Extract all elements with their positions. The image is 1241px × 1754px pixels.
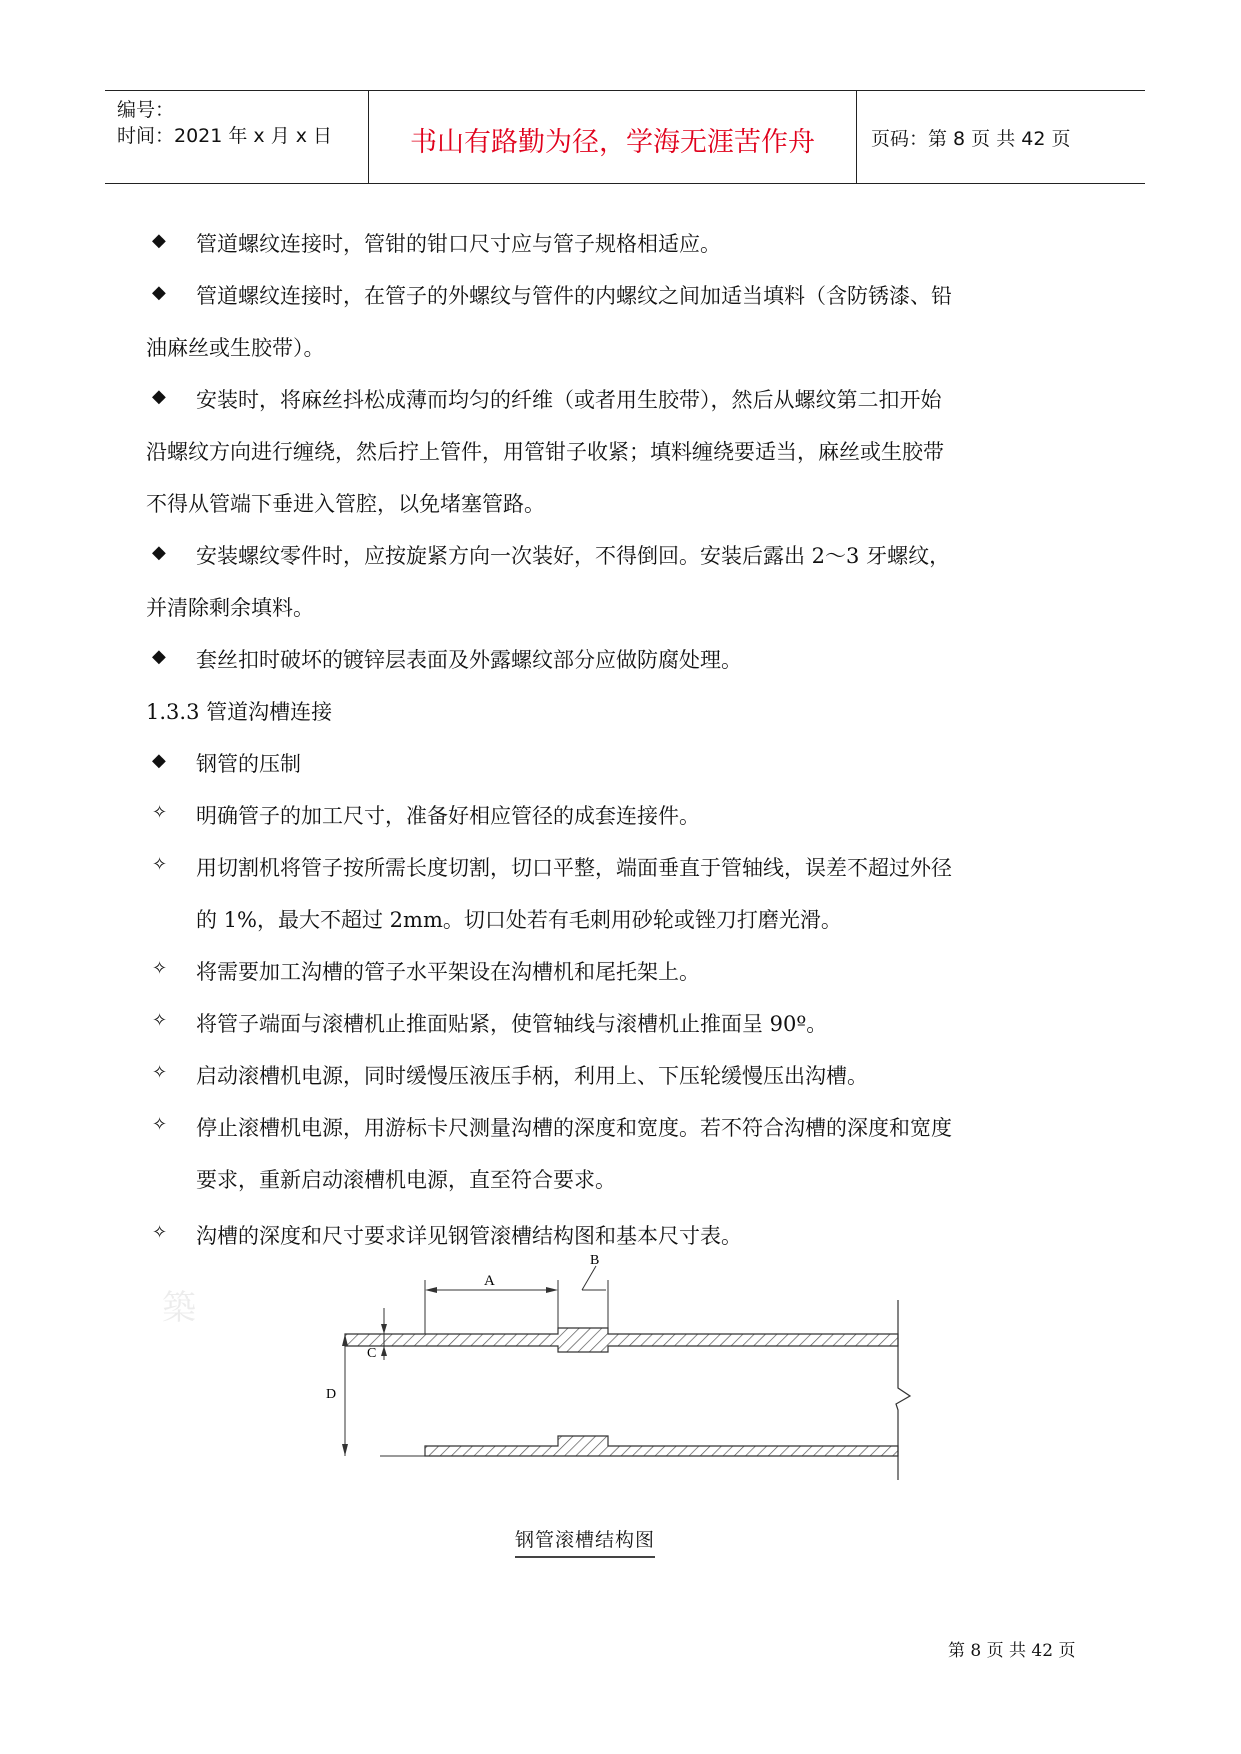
- paragraph-line: 油麻丝或生胶带）。: [146, 336, 325, 360]
- step-line: 将管子端面与滚槽机止推面贴紧，使管轴线与滚槽机止推面呈 90º。: [196, 1012, 828, 1036]
- step-line: 启动滚槽机电源，同时缓慢压液压手柄，利用上、下压轮缓慢压出沟槽。: [196, 1064, 868, 1088]
- star-bullet-icon: ✧: [152, 1114, 168, 1135]
- dim-b-label: B: [590, 1253, 600, 1268]
- step-line: 将需要加工沟槽的管子水平架设在沟槽机和尾托架上。: [196, 960, 700, 984]
- step-line: 明确管子的加工尺寸，准备好相应管径的成套连接件。: [196, 804, 700, 828]
- step-item: [146, 1050, 1106, 1102]
- pipe-break-line: [896, 1300, 910, 1480]
- header-page-label: 页码：第 8 页 共 42 页: [871, 128, 1071, 150]
- step-item: [146, 1102, 1106, 1206]
- step-item: [146, 946, 1106, 998]
- step-line: 停止滚槽机电源，用游标卡尺测量沟槽的深度和宽度。若不符合沟槽的深度和宽度: [196, 1116, 952, 1140]
- paragraph-line: 管道螺纹连接时，管钳的钳口尺寸应与管子规格相适应。: [196, 232, 721, 256]
- document-body: [146, 218, 1106, 1262]
- document-header: [105, 90, 1145, 184]
- dim-a-arrow-right: [546, 1287, 558, 1293]
- motto: 书山有路勤为径，学海无涯苦作舟: [410, 127, 815, 158]
- dim-c-label: C: [367, 1346, 377, 1361]
- page-footer: 第 8 页 共 42 页: [948, 1641, 1076, 1661]
- paragraph-line: 并清除剩余填料。: [146, 596, 314, 620]
- dim-d-arrow-bottom: [342, 1444, 348, 1456]
- paragraph: [146, 218, 1106, 270]
- paragraph-line: 管道螺纹连接时，在管子的外螺纹与管件的内螺纹之间加适当填料（含防锈漆、铅: [196, 284, 952, 308]
- dim-b-pointer: [582, 1266, 596, 1290]
- diamond-bullet-icon: ◆: [152, 386, 166, 407]
- dim-c-arrow-top: [381, 1324, 387, 1334]
- paragraph-line: 沿螺纹方向进行缠绕，然后拧上管件，用管钳子收紧；填料缠绕要适当，麻丝或生胶带: [146, 440, 944, 464]
- paragraph-line: 不得从管端下垂进入管腔，以免堵塞管路。: [146, 492, 545, 516]
- paragraph: [146, 738, 1106, 790]
- header-motto-cell: [369, 91, 857, 183]
- section-heading: [146, 686, 1106, 738]
- paragraph-line: 钢管的压制: [196, 752, 301, 776]
- star-bullet-icon: ✧: [152, 802, 168, 823]
- diamond-bullet-icon: ◆: [152, 750, 166, 771]
- step-item: [146, 998, 1106, 1050]
- pipe-top-wall: [345, 1328, 898, 1352]
- dim-c-arrow-bottom: [381, 1346, 387, 1356]
- step-line: 用切割机将管子按所需长度切割，切口平整，端面垂直于管轴线，误差不超过外径: [196, 856, 952, 880]
- groove-structure-diagram: [320, 1253, 920, 1510]
- diamond-bullet-icon: ◆: [152, 230, 166, 251]
- pipe-bottom-wall: [425, 1436, 898, 1456]
- diamond-bullet-icon: ◆: [152, 542, 166, 563]
- step-item: [146, 1210, 1106, 1262]
- step-item: [146, 790, 1106, 842]
- paragraph: [146, 530, 1106, 634]
- paragraph-line: 安装时，将麻丝抖松成薄而均匀的纤维（或者用生胶带），然后从螺纹第二扣开始: [196, 388, 942, 412]
- paragraph: [146, 374, 1106, 530]
- time-label: 时间：2021 年 x 月 x 日: [117, 125, 333, 147]
- paragraph-line: 安装螺纹零件时，应按旋紧方向一次装好，不得倒回。安装后露出 2～3 牙螺纹，: [196, 544, 951, 568]
- star-bullet-icon: ✧: [152, 1010, 168, 1031]
- header-left-cell: [105, 91, 369, 183]
- watermark-mark: 築: [162, 1288, 196, 1328]
- star-bullet-icon: ✧: [152, 1062, 168, 1083]
- dim-d-label: D: [326, 1387, 337, 1402]
- diamond-bullet-icon: ◆: [152, 646, 166, 667]
- star-bullet-icon: ✧: [152, 958, 168, 979]
- number-label: 编号：: [117, 99, 175, 121]
- header-right-cell: [857, 91, 1145, 183]
- star-bullet-icon: ✧: [152, 854, 168, 875]
- star-bullet-icon: ✧: [152, 1222, 168, 1243]
- section-heading-text: 1.3.3 管道沟槽连接: [146, 700, 333, 724]
- dim-a-label: A: [484, 1273, 495, 1289]
- step-line: 沟槽的深度和尺寸要求详见钢管滚槽结构图和基本尺寸表。: [196, 1224, 742, 1248]
- step-item: [146, 842, 1106, 946]
- paragraph: [146, 270, 1106, 374]
- step-line: 的 1%，最大不超过 2mm。切口处若有毛刺用砂轮或锉刀打磨光滑。: [196, 908, 842, 932]
- diamond-bullet-icon: ◆: [152, 282, 166, 303]
- step-line: 要求，重新启动滚槽机电源，直至符合要求。: [196, 1168, 616, 1192]
- paragraph: [146, 634, 1106, 686]
- diagram-caption: 钢管滚槽结构图: [515, 1525, 655, 1558]
- dim-a-arrow-left: [425, 1287, 437, 1293]
- paragraph-line: 套丝扣时破坏的镀锌层表面及外露螺纹部分应做防腐处理。: [196, 648, 742, 672]
